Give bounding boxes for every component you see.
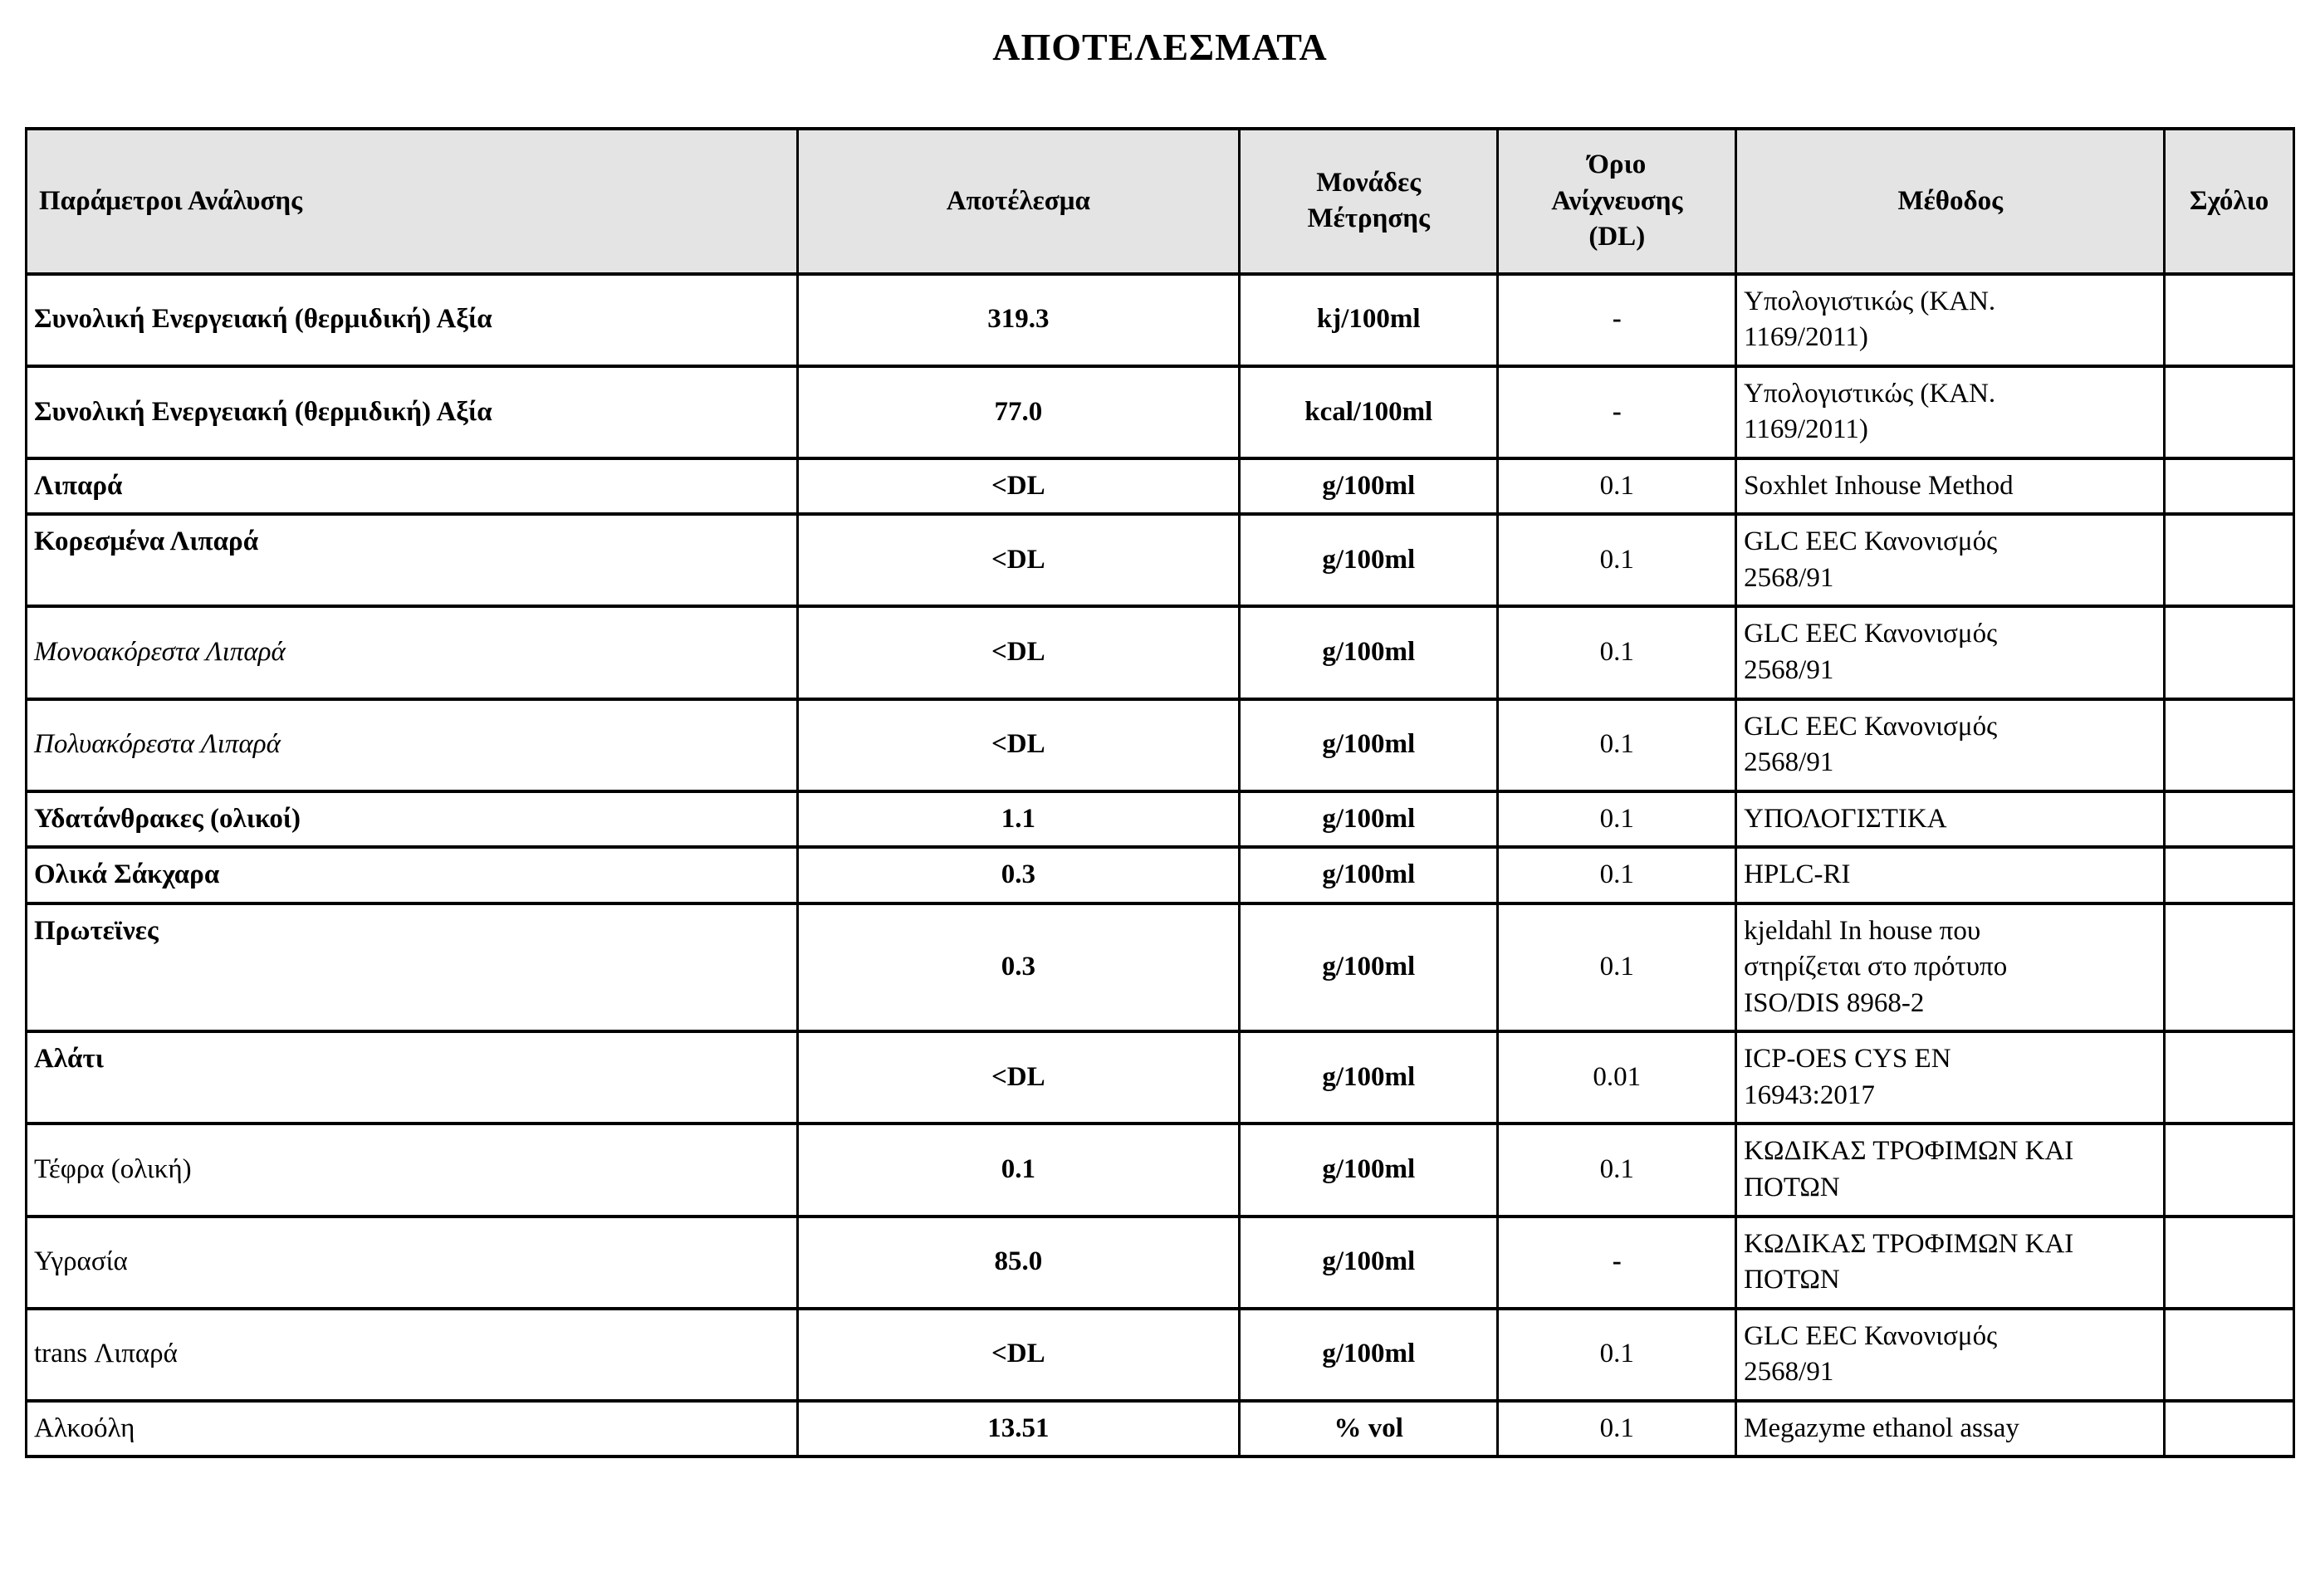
method-label: Soxhlet Inhouse Method [1744, 470, 2014, 501]
column-header-comment: Σχόλιο [2165, 129, 2294, 274]
detection-limit-cell: 0.1 [1498, 699, 1736, 791]
detection-limit-cell: - [1498, 366, 1736, 458]
parameter-cell [27, 847, 798, 903]
method-cell [1736, 847, 2165, 903]
parameter-label: Μονοακόρεστα Λιπαρά [34, 637, 286, 668]
comment-cell [2165, 903, 2294, 1032]
parameter-cell [27, 274, 798, 366]
table-row [27, 1309, 2294, 1401]
comment-cell [2165, 791, 2294, 848]
header-row [27, 129, 2294, 274]
result-cell: <DL [797, 699, 1240, 791]
parameter-cell [27, 1124, 798, 1216]
result-cell: 0.1 [797, 1124, 1240, 1216]
comment-cell [2165, 1309, 2294, 1401]
method-label: Megazyme ethanol assay [1744, 1412, 2019, 1443]
parameter-cell [27, 514, 798, 606]
comment-cell [2165, 847, 2294, 903]
method-label: ΚΩΔΙΚΑΣ ΤΡΟΦΙΜΩΝ ΚΑΙ ΠΟΤΩΝ [1744, 1228, 2074, 1295]
comment-cell [2165, 606, 2294, 698]
method-cell [1736, 514, 2165, 606]
comment-cell [2165, 458, 2294, 515]
detection-limit-cell: 0.1 [1498, 1309, 1736, 1401]
result-cell: 0.3 [797, 847, 1240, 903]
method-label: ΥΠΟΛΟΓΙΣΤΙΚΑ [1744, 803, 1947, 834]
method-label: ICP-OES CYS EN 16943:2017 [1744, 1044, 1951, 1110]
parameter-label: Υγρασία [34, 1246, 128, 1277]
parameter-label: Τέφρα (ολική) [34, 1154, 192, 1185]
method-label: GLC EEC Κανονισμός 2568/91 [1744, 1320, 1998, 1388]
method-cell [1736, 699, 2165, 791]
comment-cell [2165, 1124, 2294, 1216]
parameter-label: Συνολική Ενεργειακή (θερμιδική) Αξία [34, 396, 492, 427]
detection-limit-cell: 0.1 [1498, 903, 1736, 1032]
column-header-result: Αποτέλεσμα [797, 129, 1240, 274]
page-title: ΑΠΟΤΕΛΕΣΜΑΤΑ [992, 26, 1328, 68]
result-cell: <DL [797, 1031, 1240, 1124]
method-label: Υπολογιστικώς (ΚΑΝ. 1169/2011) [1744, 378, 1996, 445]
table-row [27, 1217, 2294, 1309]
method-label: ΚΩΔΙΚΑΣ ΤΡΟΦΙΜΩΝ ΚΑΙ ΠΟΤΩΝ [1744, 1136, 2074, 1203]
results-table-body [27, 274, 2294, 1457]
units-cell: g/100ml [1240, 1031, 1498, 1124]
parameter-label: Κορεσμένα Λιπαρά [34, 526, 259, 557]
units-cell: g/100ml [1240, 791, 1498, 848]
column-header-detection-limit [1498, 129, 1736, 274]
table-row [27, 274, 2294, 366]
parameter-cell [27, 1217, 798, 1309]
method-cell [1736, 274, 2165, 366]
units-cell: g/100ml [1240, 1124, 1498, 1216]
units-cell: g/100ml [1240, 458, 1498, 515]
table-row [27, 1401, 2294, 1457]
units-cell: g/100ml [1240, 847, 1498, 903]
method-label: HPLC-RI [1744, 859, 1851, 890]
units-cell: g/100ml [1240, 606, 1498, 698]
method-label: Υπολογιστικώς (ΚΑΝ. 1169/2011) [1744, 286, 1996, 353]
units-cell: % vol [1240, 1401, 1498, 1457]
column-header-units-label: Μονάδες Μέτρησης [1307, 167, 1430, 234]
detection-limit-cell: 0.1 [1498, 1124, 1736, 1216]
result-cell: 319.3 [797, 274, 1240, 366]
parameter-cell [27, 1031, 798, 1124]
result-cell: 85.0 [797, 1217, 1240, 1309]
method-label: GLC EEC Κανονισμός 2568/91 [1744, 711, 1998, 778]
parameter-label: trans Λιπαρά [34, 1339, 178, 1369]
units-cell: g/100ml [1240, 903, 1498, 1032]
column-header-units [1240, 129, 1498, 274]
parameter-label: Αλκοόλη [34, 1412, 135, 1443]
method-cell [1736, 1124, 2165, 1216]
units-cell: g/100ml [1240, 1217, 1498, 1309]
table-row [27, 514, 2294, 606]
table-row [27, 699, 2294, 791]
method-cell [1736, 903, 2165, 1032]
method-cell [1736, 606, 2165, 698]
comment-cell [2165, 514, 2294, 606]
table-row [27, 606, 2294, 698]
comment-cell [2165, 1217, 2294, 1309]
detection-limit-cell: 0.1 [1498, 847, 1736, 903]
results-table [25, 127, 2295, 1458]
method-label: GLC EEC Κανονισμός 2568/91 [1744, 526, 1998, 593]
result-cell: 13.51 [797, 1401, 1240, 1457]
column-header-detection-limit-label: Όριο Ανίχνευσης (DL) [1551, 149, 1683, 252]
table-row [27, 791, 2294, 848]
parameter-label: Συνολική Ενεργειακή (θερμιδική) Αξία [34, 304, 492, 335]
method-label: kjeldahl In house που στηρίζεται στο πρότυπο ISO/DIS 8968-2 [1744, 915, 2008, 1018]
detection-limit-cell: - [1498, 1217, 1736, 1309]
table-row [27, 847, 2294, 903]
comment-cell [2165, 274, 2294, 366]
parameter-label: Υδατάνθρακες (ολικοί) [34, 803, 301, 834]
parameter-cell [27, 699, 798, 791]
result-cell: 77.0 [797, 366, 1240, 458]
detection-limit-cell: 0.1 [1498, 1401, 1736, 1457]
parameter-label: Πολυακόρεστα Λιπαρά [34, 729, 281, 760]
detection-limit-cell: 0.1 [1498, 606, 1736, 698]
comment-cell [2165, 699, 2294, 791]
parameter-cell [27, 606, 798, 698]
units-cell: g/100ml [1240, 1309, 1498, 1401]
detection-limit-cell: 0.1 [1498, 458, 1736, 515]
result-cell: 1.1 [797, 791, 1240, 848]
result-cell: <DL [797, 1309, 1240, 1401]
table-row [27, 366, 2294, 458]
comment-cell [2165, 366, 2294, 458]
method-cell [1736, 1217, 2165, 1309]
units-cell: g/100ml [1240, 514, 1498, 606]
result-cell: 0.3 [797, 903, 1240, 1032]
table-row [27, 1031, 2294, 1124]
detection-limit-cell: 0.1 [1498, 514, 1736, 606]
units-cell: kj/100ml [1240, 274, 1498, 366]
detection-limit-cell: 0.01 [1498, 1031, 1736, 1124]
parameter-cell [27, 791, 798, 848]
result-cell: <DL [797, 458, 1240, 515]
parameter-cell [27, 458, 798, 515]
result-cell: <DL [797, 606, 1240, 698]
table-row [27, 1124, 2294, 1216]
comment-cell [2165, 1401, 2294, 1457]
method-cell [1736, 366, 2165, 458]
result-cell: <DL [797, 514, 1240, 606]
table-row [27, 903, 2294, 1032]
units-cell: g/100ml [1240, 699, 1498, 791]
method-cell [1736, 791, 2165, 848]
column-header-method: Μέθοδος [1736, 129, 2165, 274]
units-cell: kcal/100ml [1240, 366, 1498, 458]
parameter-label: Λιπαρά [34, 470, 123, 501]
parameter-cell [27, 903, 798, 1032]
method-label: GLC EEC Κανονισμός 2568/91 [1744, 619, 1998, 686]
detection-limit-cell: - [1498, 274, 1736, 366]
parameter-label: Πρωτεϊνες [34, 915, 159, 946]
parameter-cell [27, 1401, 798, 1457]
detection-limit-cell: 0.1 [1498, 791, 1736, 848]
parameter-cell [27, 1309, 798, 1401]
method-cell [1736, 1309, 2165, 1401]
method-cell [1736, 1401, 2165, 1457]
table-row [27, 458, 2294, 515]
method-cell [1736, 1031, 2165, 1124]
results-table-header [27, 129, 2294, 274]
method-cell [1736, 458, 2165, 515]
comment-cell [2165, 1031, 2294, 1124]
parameter-label: Αλάτι [34, 1044, 104, 1075]
parameter-cell [27, 366, 798, 458]
parameter-label: Ολικά Σάκχαρα [34, 859, 220, 890]
column-header-parameters: Παράμετροι Ανάλυσης [27, 129, 798, 274]
